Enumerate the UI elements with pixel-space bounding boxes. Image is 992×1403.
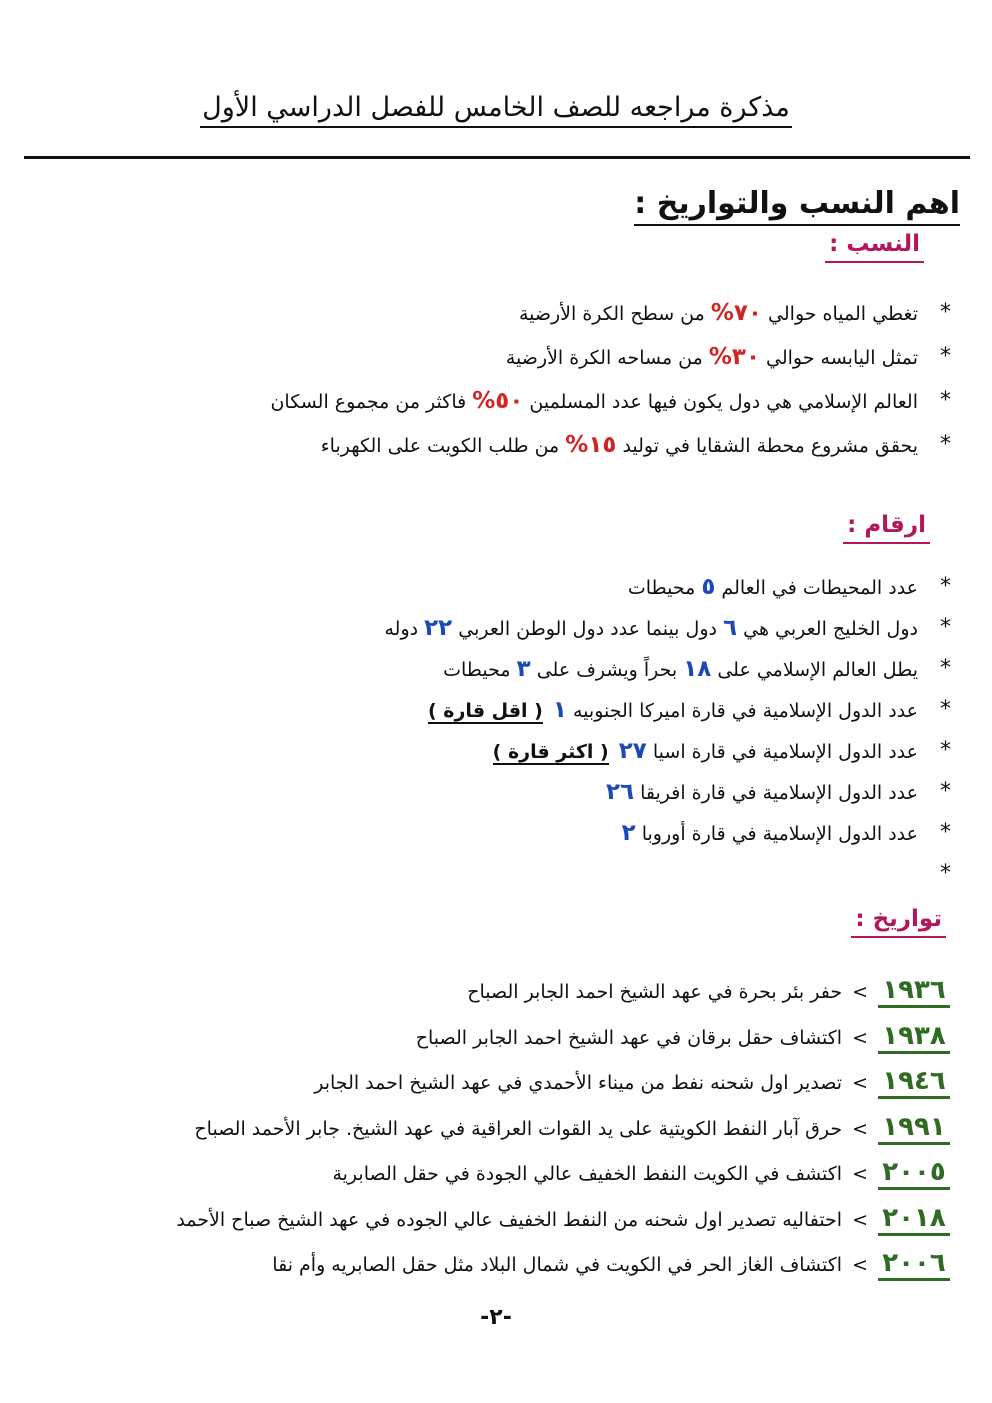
bullet-star-icon: * <box>940 432 951 457</box>
date-text: تصدير اول شحنه نفط من ميناء الأحمدي في عهد الشيخ احمد الجابر <box>314 1072 843 1094</box>
bullet-star-icon: * <box>940 656 951 681</box>
number-value: ٢٧ <box>618 738 647 764</box>
date-text: اكتشاف الغاز الحر في الكويت في شمال البلاد مثل حقل الصابريه وأم نقا <box>272 1254 843 1276</box>
number-value: ٣ <box>516 656 531 682</box>
date-separator: > <box>852 1208 868 1231</box>
bullet-star-icon: * <box>940 574 951 599</box>
date-text: اكتشاف حقل برقان في عهد الشيخ احمد الجابر الصباح <box>415 1026 843 1049</box>
number-item <box>384 738 951 779</box>
date-item <box>176 1021 950 1067</box>
date-separator: > <box>852 1117 868 1140</box>
number-item <box>384 656 951 697</box>
number-text: محيطات <box>627 577 696 599</box>
date-year: ١٩٣٨ <box>878 1021 950 1054</box>
main-heading: اهم النسب والتواريخ : <box>634 186 960 226</box>
number-text: يطل العالم الإسلامي على <box>717 659 918 681</box>
number-value: ٢ <box>621 820 636 846</box>
ratio-text: تمثل اليابسه حوالي <box>766 347 918 369</box>
number-value: ٢٦ <box>605 779 635 805</box>
number-value: ١ <box>552 697 567 723</box>
date-year: ١٩٣٦ <box>878 975 950 1008</box>
ratio-item <box>270 432 951 476</box>
continent-note: ( اكثر قارة ) <box>492 741 609 763</box>
date-text: اكتشف في الكويت النفط الخفيف عالي الجودة في حقل الصابرية <box>332 1163 843 1185</box>
number-text: عدد الدول الإسلامية في قارة اميركا الجنوبيه <box>572 700 918 722</box>
date-item <box>176 1066 950 1112</box>
number-item <box>384 615 951 656</box>
ratio-text: فاكثر من مجموع السكان <box>270 391 467 413</box>
ratio-value: ٣٠% <box>708 344 760 370</box>
continent-note: ( اقل قارة ) <box>427 700 543 722</box>
number-value: ١٨ <box>683 656 712 682</box>
ratio-text: العالم الإسلامي هي دول يكون فيها عدد المسلمين <box>529 391 918 413</box>
number-item <box>384 697 951 738</box>
date-year: ١٩٩١ <box>878 1112 950 1145</box>
date-text: حرق آبار النفط الكويتية على يد القوات العراقية في عهد الشيخ. جابر الأحمد الصباح <box>194 1117 843 1140</box>
date-separator: > <box>852 1072 868 1094</box>
number-value: ٥ <box>701 574 716 600</box>
ratio-text: يحقق مشروع محطة الشقايا في توليد <box>622 435 918 457</box>
number-item <box>384 574 951 615</box>
date-year: ١٩٤٦ <box>878 1066 950 1099</box>
top-divider <box>24 156 970 159</box>
bullet-star-icon: * <box>940 300 951 325</box>
date-separator: > <box>852 1163 868 1185</box>
bullet-star-icon: * <box>940 861 951 886</box>
ratio-item <box>270 344 951 388</box>
number-text: بحراً ويشرف على <box>536 659 678 681</box>
bullet-star-icon: * <box>940 738 951 763</box>
date-separator: > <box>852 1254 868 1276</box>
number-item <box>384 779 951 820</box>
bullet-star-icon: * <box>940 697 951 722</box>
ratio-text: من مساحه الكرة الأرضية <box>505 347 703 369</box>
bullet-star-icon: * <box>940 779 951 804</box>
number-text: عدد الدول الإسلامية في قارة افريقا <box>640 782 918 804</box>
ratio-text: من سطح الكرة الأرضية <box>518 303 705 325</box>
date-item <box>176 1112 950 1158</box>
ratio-text: تغطي المياه حوالي <box>768 303 918 325</box>
number-item <box>384 820 951 861</box>
ratio-item <box>270 388 951 432</box>
date-item <box>176 1248 950 1294</box>
number-value: ٦ <box>723 615 738 641</box>
ratio-value: ٥٠% <box>472 388 524 414</box>
number-text: دوله <box>384 618 419 640</box>
ratios-list <box>270 300 951 476</box>
date-text: حفر بئر بحرة في عهد الشيخ احمد الجابر الصباح <box>467 981 843 1003</box>
dates-list <box>176 975 950 1294</box>
date-year: ٢٠٠٦ <box>878 1248 950 1281</box>
date-item <box>176 975 950 1021</box>
date-item <box>176 1203 950 1249</box>
bullet-star-icon: * <box>940 388 951 413</box>
number-text: محيطات <box>443 659 511 681</box>
number-item-empty <box>384 861 951 902</box>
numbers-list <box>384 574 951 902</box>
numbers-heading: ارقام : <box>843 512 930 544</box>
date-separator: > <box>852 981 868 1003</box>
bullet-star-icon: * <box>940 615 951 640</box>
page-number: -٢- <box>480 1305 512 1330</box>
document-title-wrap <box>0 92 992 128</box>
date-text: احتفاليه تصدير اول شحنه من النفط الخفيف عالي الجوده في عهد الشيخ صباح الأحمد <box>176 1208 843 1231</box>
ratios-heading: النسب : <box>825 231 924 263</box>
number-text: دول الخليج العربي هي <box>743 618 918 640</box>
ratio-item <box>270 300 951 344</box>
date-item <box>176 1157 950 1203</box>
ratio-value: ٧٠% <box>710 300 762 326</box>
dates-heading: تواريخ : <box>851 906 946 938</box>
number-text: دول بينما عدد دول الوطن العربي <box>458 618 717 640</box>
bullet-star-icon: * <box>940 344 951 369</box>
bullet-star-icon: * <box>940 820 951 845</box>
ratio-text: من طلب الكويت على الكهرباء <box>320 435 560 457</box>
number-text: عدد الدول الإسلامية في قارة اسيا <box>652 741 918 763</box>
date-separator: > <box>852 1026 868 1049</box>
date-year: ٢٠٠٥ <box>878 1157 950 1190</box>
date-year: ٢٠١٨ <box>878 1203 950 1236</box>
ratio-value: ١٥% <box>565 432 617 458</box>
number-text: عدد المحيطات في العالم <box>721 577 918 599</box>
number-value: ٢٢ <box>424 615 453 641</box>
number-text: عدد الدول الإسلامية في قارة أوروبا <box>641 823 918 845</box>
document-title: مذكرة مراجعه للصف الخامس للفصل الدراسي الأول <box>200 92 792 128</box>
